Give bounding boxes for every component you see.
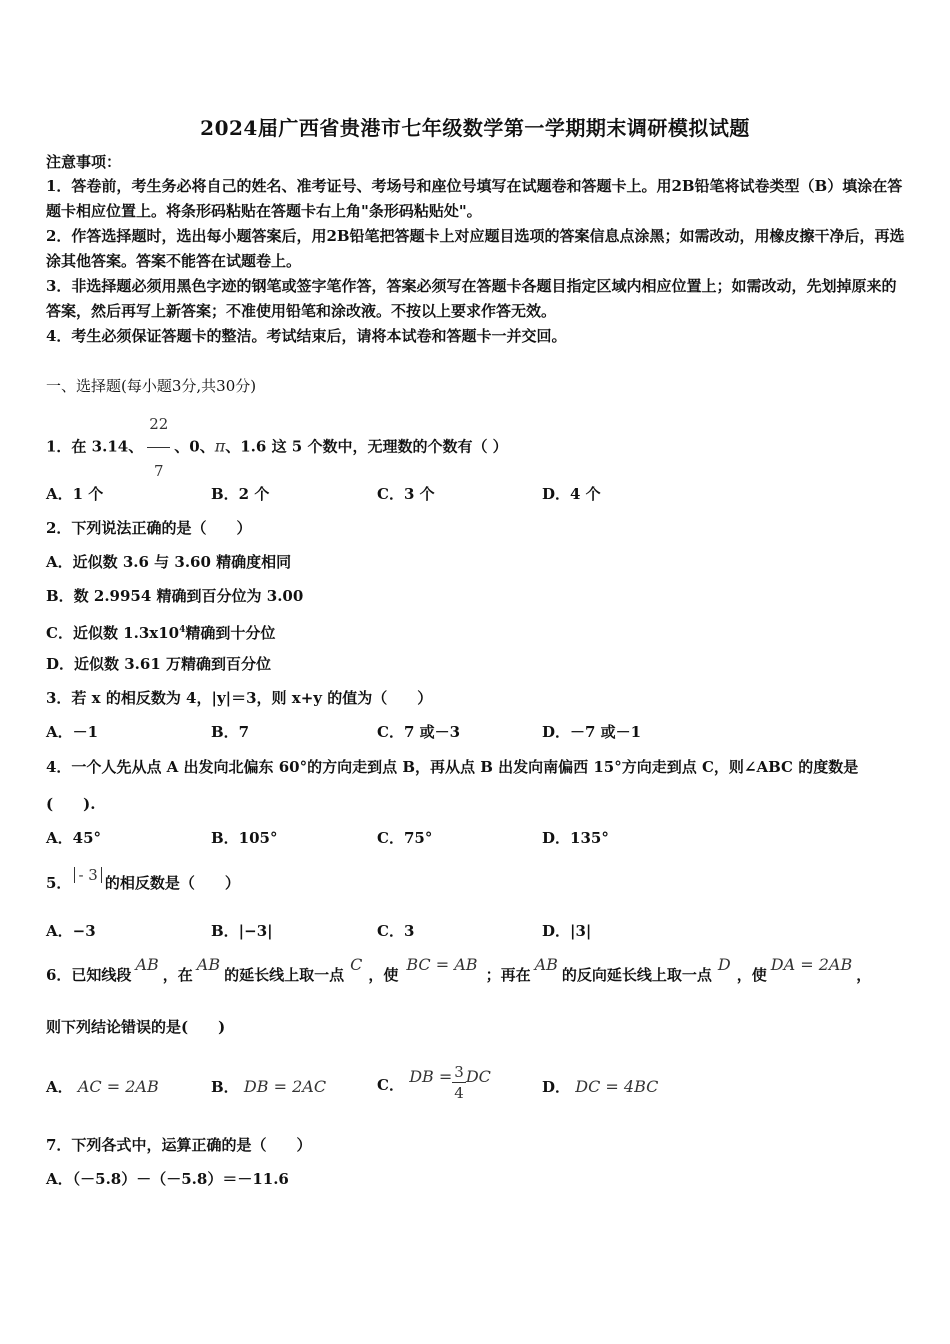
q6-math-7: DA = 2AB (770, 955, 853, 974)
q4-option-b[interactable]: B．105° (211, 829, 278, 847)
q6-option-b[interactable] (211, 1077, 326, 1097)
q6-option-a-label: A． (46, 1078, 73, 1096)
q6-p8: ， (856, 966, 872, 984)
q2-option-a[interactable]: A．近似数 3.6 与 3.60 精确度相同 (46, 553, 292, 571)
q5-option-a[interactable]: A．−3 (46, 922, 96, 940)
q5-prefix: 5． (46, 874, 72, 892)
q1-frac-bar (147, 447, 170, 448)
q6-math-3: C (350, 955, 363, 974)
q6-option-c-bar (452, 1082, 466, 1083)
q1-option-a[interactable]: A．1 个 (46, 485, 104, 503)
q5-option-c[interactable]: C．3 (377, 922, 415, 940)
q6-option-c[interactable] (377, 1055, 491, 1115)
q6-p3: 的延长线上取一点 (224, 966, 345, 984)
notice-item-4: 4．考生必须保证答题卡的整洁。考试结束后，请将本试卷和答题卡一并交回。 (46, 327, 567, 345)
q6-p1: 6．已知线段 (46, 966, 132, 984)
q6-math-5: AB (534, 955, 558, 974)
q6-math-4: BC = AB (406, 955, 478, 974)
q5-option-b[interactable]: B．|−3| (211, 922, 273, 940)
q1-fraction (147, 402, 170, 493)
q6-option-c-label: C． (377, 1076, 404, 1094)
q3-option-c[interactable]: C．7 或－3 (377, 723, 461, 741)
q1-option-b[interactable]: B．2 个 (211, 485, 270, 503)
q6-math-1: AB (135, 955, 159, 974)
q3-option-b[interactable]: B．7 (211, 723, 250, 741)
q1-option-d[interactable]: D．4 个 (542, 485, 601, 503)
q6-p2: ，在 (162, 966, 193, 984)
q1-mid: 、0、 (174, 437, 215, 456)
q6-option-d-math: DC = 4BC (575, 1077, 659, 1096)
q6-option-d[interactable] (542, 1077, 658, 1097)
q5-suffix: 的相反数是（ ） (104, 874, 240, 892)
q6-option-c-num: 3 (454, 1062, 464, 1081)
notice-item-2: 2．作答选择题时，选出每小题答案后，用2B铅笔把答题卡上对应题目选项的答案信息点涂黑；如需改动，用橡皮擦干净后，再选涂其他答案。答案不能答在试题卷上。 (46, 227, 905, 270)
q1-pi: π (214, 436, 226, 456)
q6-math-6: D (717, 955, 731, 974)
q6-option-a-math: AC = 2AB (77, 1077, 159, 1096)
notice-heading: 注意事项： (46, 153, 122, 171)
question-2: 2．下列说法正确的是（ ） (46, 519, 252, 537)
q6-math-2: AB (196, 955, 221, 974)
q6-option-c-den: 4 (454, 1083, 464, 1102)
q1-prefix: 1．在 3.14、 (46, 437, 144, 456)
q2-option-c-pre: C．近似数 1.3x10 (46, 624, 180, 642)
q2-option-b[interactable]: B．数 2.9954 精确到百分位为 3.00 (46, 587, 304, 605)
notice-item-1: 1．答卷前，考生务必将自己的姓名、准考证号、考场号和座位号填写在试题卷和答题卡上。用2B铅笔将试卷类型（B）填涂在答题卡相应位置上。将条形码粘贴在答题卡右上角"条形码粘贴处"。 (46, 177, 903, 220)
q6-p6: 的反向延长线上取一点 (561, 966, 712, 984)
q2-option-d[interactable]: D．近似数 3.61 万精确到百分位 (46, 655, 271, 673)
q6-option-b-math: DB = 2AC (243, 1077, 327, 1096)
question-7: 7．下列各式中，运算正确的是（ ） (46, 1136, 312, 1154)
q2-option-c-exp: 4 (179, 625, 186, 635)
question-6-stem2: 则下列结论错误的是( ) (46, 1018, 226, 1036)
q1-option-c[interactable]: C．3 个 (377, 485, 435, 503)
q6-option-c-fraction (452, 1063, 466, 1102)
q2-option-c[interactable] (46, 620, 275, 643)
q6-p7: ，使 (736, 966, 767, 984)
q4-option-d[interactable]: D．135° (542, 829, 609, 847)
q1-frac-num: 22 (149, 415, 169, 433)
q5-abs-expr: - 3 (74, 867, 101, 883)
question-5 (46, 868, 240, 898)
q6-p5: ；再在 (485, 966, 531, 984)
question-6 (46, 955, 872, 992)
section-heading: 一、选择题(每小题3分,共30分) (46, 377, 257, 395)
q1-suffix: 、1.6 这 5 个数中，无理数的个数有（ ） (225, 437, 508, 456)
q5-option-d[interactable]: D．|3| (542, 922, 592, 940)
q3-option-a[interactable]: A．－1 (46, 723, 99, 741)
question-3: 3．若 x 的相反数为 4，|y|＝3，则 x+y 的值为（ ） (46, 689, 433, 707)
notice-item-3: 3．非选择题必须用黑色字迹的钢笔或签字笔作答，答案必须写在答题卡各题目指定区域内相应位置上；如需改动，先划掉原来的答案，然后再写上新答案；不准使用铅笔和涂改液。不按以上要求作答无效。 (46, 277, 897, 320)
q3-option-d[interactable]: D．－7 或－1 (542, 723, 642, 741)
page-title: 2024届广西省贵港市七年级数学第一学期期末调研模拟试题 (200, 116, 750, 140)
q6-option-a[interactable] (46, 1077, 159, 1097)
q4-option-c[interactable]: C．75° (377, 829, 433, 847)
q1-frac-den: 7 (153, 462, 164, 480)
q2-option-c-post: 精确到十分位 (185, 624, 276, 642)
q6-option-c-pre: DB = (409, 1067, 453, 1086)
q6-option-c-post: DC (465, 1067, 491, 1086)
question-4: 4．一个人先从点 A 出发向北偏东 60°的方向走到点 B，再从点 B 出发向南偏西 15°方向走到点 C，则∠ABC 的度数是 (46, 758, 859, 776)
q7-option-a[interactable]: A．（－5.8）－（－5.8）＝－11.6 (46, 1170, 289, 1188)
question-4-blank: ( ). (46, 795, 96, 813)
q6-option-b-label: B． (211, 1078, 239, 1096)
q6-option-d-label: D． (542, 1078, 571, 1096)
q6-p4: ，使 (368, 966, 399, 984)
question-1 (46, 402, 508, 493)
q4-option-a[interactable]: A．45° (46, 829, 102, 847)
